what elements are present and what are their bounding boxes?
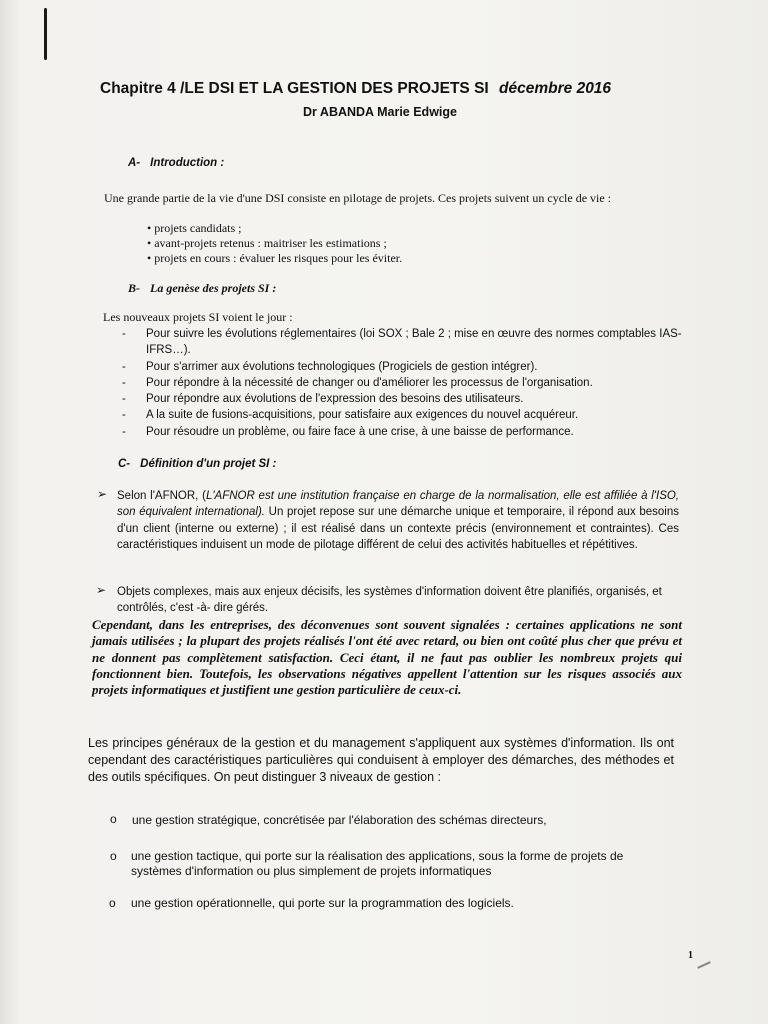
circle-bullet-icon: o [110,849,117,863]
level-tactical: une gestion tactique, qui porte sur la réalisation des applications, sous la forme de projets de systèmes d'information ou plus simplement de projets informatiques [131,849,624,878]
lifecycle-list [147,221,667,266]
genesis-list [110,326,684,440]
scan-edge-mark [44,8,47,60]
pen-mark [697,961,711,969]
section-b-intro: Les nouveaux projets SI voient le jour : [103,310,293,324]
list-item: - Pour répondre aux évolutions de l'expression des besoins des utilisateurs. [110,391,684,407]
author-name: Dr ABANDA Marie Edwige [303,105,457,119]
afnor-lead: Selon l'AFNOR, ( [117,490,206,502]
section-c-title: Définition d'un projet SI : [140,458,277,470]
level-strategic: une gestion stratégique, concrétisée par l'élaboration des schémas directeurs, [132,813,547,827]
section-b-title: La genèse des projets SI : [150,281,277,295]
section-b-heading [128,281,276,296]
section-a-letter: A- [128,157,141,169]
arrow-bullet-icon: ➢ [97,487,108,501]
arrow-bullet-icon: ➢ [96,583,107,597]
title-text: Chapitre 4 /LE DSI ET LA GESTION DES PROJETS SI [100,80,489,97]
section-c-letter: C- [118,458,131,470]
risks-paragraph: Cependant, dans les entreprises, des déconvenues sont souvent signalées : certaines applications ne sont jamais utilisées ; la plupart des projets réalisés l'ont été avec retard, ou bien ont coûté plus cher que prévu et ne donnent pas complètement satisfaction. Ceci étant, il ne faut pas oublier les nombreux projets qui fonctionnent bien. Toutefois, les observations négatives appellent l'attention sur les risques associés aux projets informatiques et justifient une gestion particulière de ceux-ci. [92,617,682,698]
section-a-paragraph: Une grande partie de la vie d'une DSI consiste en pilotage de projets. Ces projets suivent un cycle de vie : [104,191,612,205]
list-item: - A la suite de fusions-acquisitions, pour satisfaire aux exigences du nouvel acquéreur. [110,407,684,423]
list-item: - Pour répondre à la nécessité de changer ou d'améliorer les processus de l'organisation. [110,375,684,391]
section-a-heading [128,157,224,169]
afnor-definition [117,488,679,554]
section-b-letter: B- [128,281,140,295]
section-c-heading [118,458,276,470]
list-item: - Pour suivre les évolutions réglementaires (loi SOX ; Bale 2 ; mise en œuvre des normes comptables IAS- IFRS…). [110,326,684,359]
list-item: • avant-projets retenus : maitriser les estimations ; [147,236,667,251]
principles-paragraph: Les principes généraux de la gestion et du management s'appliquent aux systèmes d'information. Ils ont cependant des caractéristiques particulières qui conduisent à employer des démarches, des méthodes et des outils spécifiques. On peut distinguer 3 niveaux de gestion : [88,736,674,784]
circle-bullet-icon: o [110,812,117,826]
list-item: • projets candidats ; [147,221,667,236]
circle-bullet-icon: o [109,896,116,910]
level-operational: une gestion opérationnelle, qui porte sur la programmation des logiciels. [131,896,514,910]
page-number: 1 [688,950,693,961]
section-a-title: Introduction : [150,157,225,169]
page-title [100,80,700,98]
list-item: • projets en cours : évaluer les risques pour les éviter. [147,251,667,266]
list-item: - Pour s'arrimer aux évolutions technologiques (Progiciels de gestion intégrer). [110,359,684,375]
afnor-note: L'AFNOR est une institution française en charge de la normalisation, elle est affiliée à l'ISO, son équivalent international). [117,490,679,519]
list-item: - Pour résoudre un problème, ou faire face à une crise, à une baisse de performance. [110,424,684,440]
title-date: décembre 2016 [499,80,612,97]
complex-objects-paragraph: Objets complexes, mais aux enjeux décisifs, les systèmes d'information doivent être planifiés, organisés, et contrôlés, c'est -à- dire gérés. [117,586,662,615]
afnor-rest: Un projet repose sur une démarche unique et temporaire, il répond aux besoins d'un client (interne ou externe) ; il est réalisé dans un contexte précis (environnement et contraintes). Ces caractéristiques induisent un mode de pilotage différent de celui des activités habituelles et répétitives. [117,506,679,552]
